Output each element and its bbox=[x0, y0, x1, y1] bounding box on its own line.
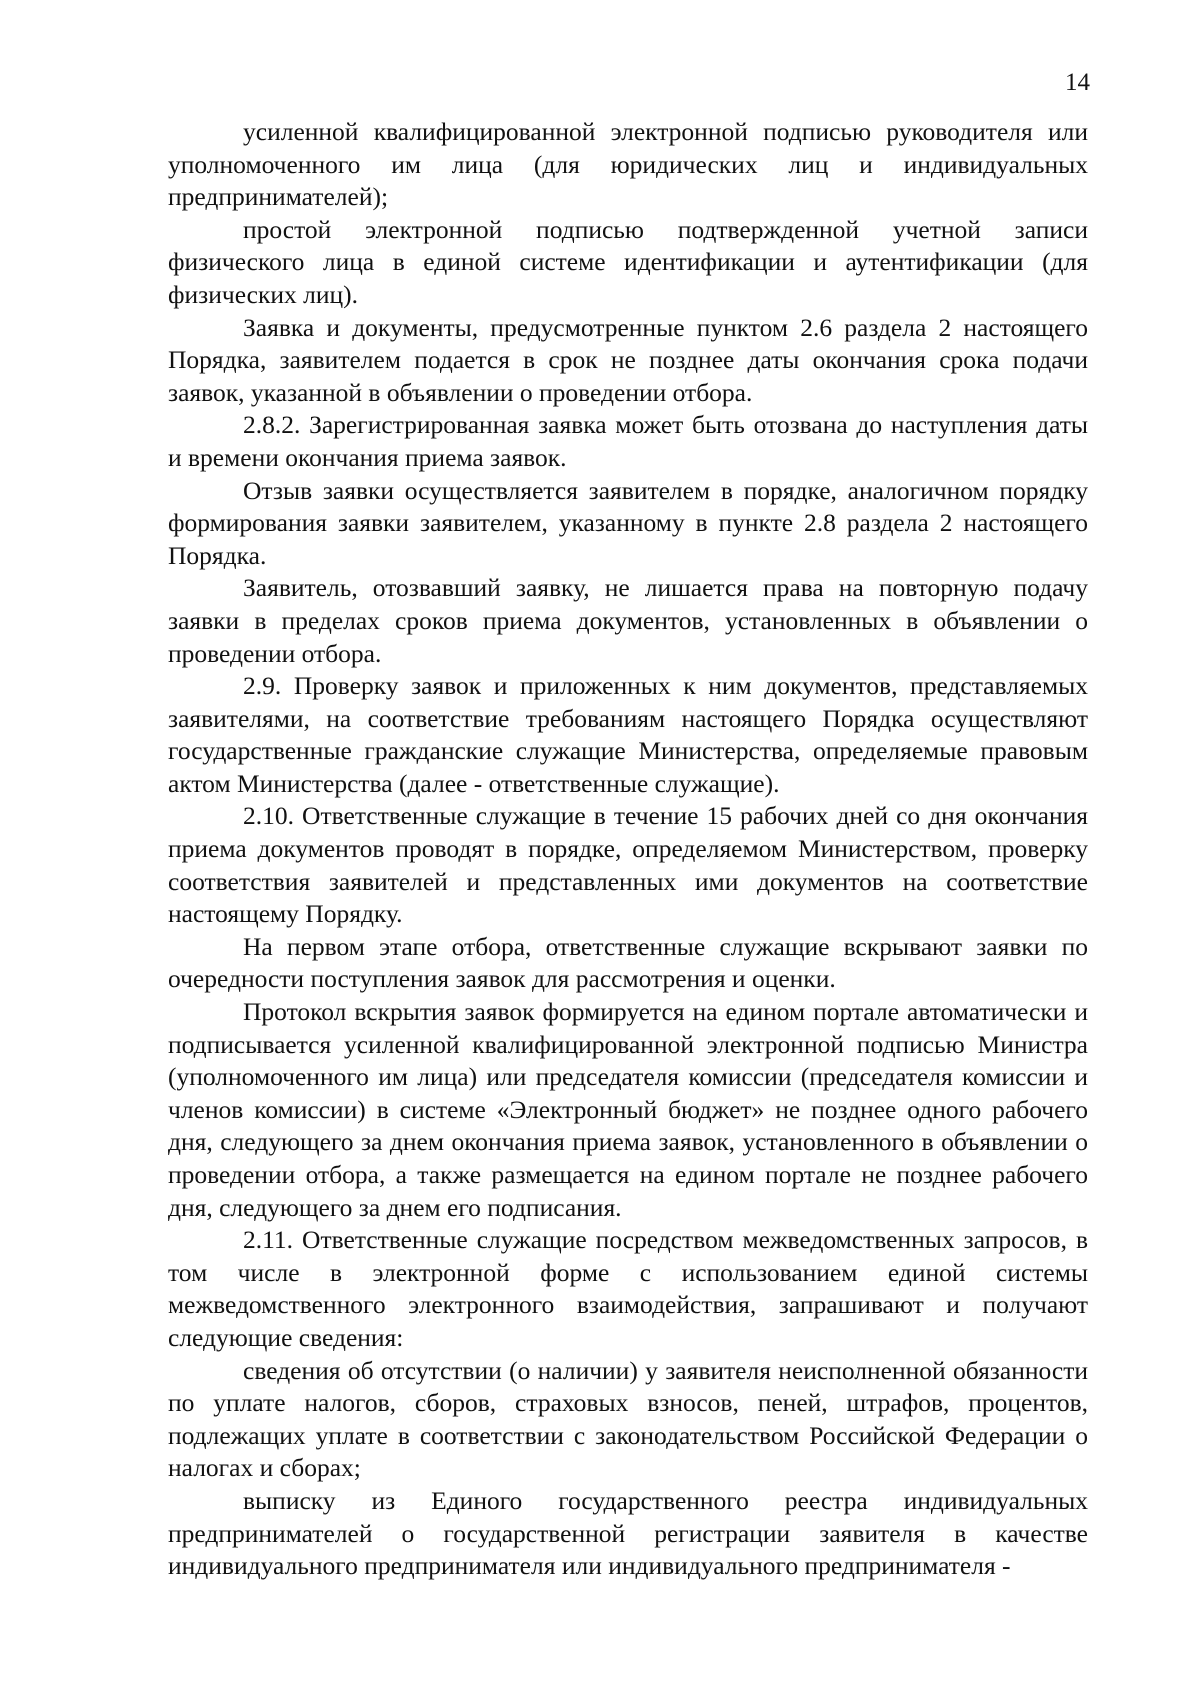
paragraph: Заявка и документы, предусмотренные пунктом 2.6 раздела 2 настоящего Порядка, заявителем подается в срок не позднее даты окончания срока подачи заявок, указанной в объявлении о проведении отбора. bbox=[168, 312, 1088, 407]
paragraph: На первом этапе отбора, ответственные служащие вскрывают заявки по очередности поступления заявок для рассмотрения и оценки. bbox=[168, 931, 1088, 994]
paragraph: 2.9. Проверку заявок и приложенных к ним документов, представляемых заявителями, на соответствие требованиям настоящего Порядка осуществляют государственные гражданские служащие Министерства, определяемые правовым актом Министерства (далее - ответственные служащие). bbox=[168, 671, 1088, 798]
paragraph: усиленной квалифицированной электронной подписью руководителя или уполномоченного им лица (для юридических лиц и индивидуальных предпринимателей); bbox=[168, 117, 1088, 212]
document-body bbox=[168, 116, 1088, 1583]
paragraph: Заявитель, отозвавший заявку, не лишается права на повторную подачу заявки в пределах сроков приема документов, установленных в объявлении о проведении отбора. bbox=[168, 573, 1088, 668]
paragraph: Протокол вскрытия заявок формируется на едином портале автоматически и подписывается усиленной квалифицированной электронной подписью Министра (уполномоченного им лица) или председателя комиссии (председателя комиссии и членов комиссии) в системе «Электронный бюджет» не позднее одного рабочего дня, следующего за днем окончания приема заявок, установленного в объявлении о проведении отбора, а также размещается на едином портале не позднее рабочего дня, следующего за днем его подписания. bbox=[168, 997, 1088, 1222]
paragraph: 2.10. Ответственные служащие в течение 15 рабочих дней со дня окончания приема документов проводят в порядке, определяемом Министерством, проверку соответствия заявителей и представленных ими документов на соответствие настоящему Порядку. bbox=[168, 801, 1088, 929]
paragraph: Отзыв заявки осуществляется заявителем в порядке, аналогичном порядку формирования заявки заявителем, указанному в пункте 2.8 раздела 2 настоящего Порядка. bbox=[168, 475, 1088, 570]
paragraph: выписку из Единого государственного реестра индивидуальных предпринимателей о государственной регистрации заявителя в качестве индивидуального предпринимателя или индивидуального предпринимателя - bbox=[168, 1485, 1088, 1581]
paragraph: сведения об отсутствии (о наличии) у заявителя неисполненной обязанности по уплате налогов, сборов, страховых взносов, пеней, штрафов, процентов, подлежащих уплате в соответствии с законодательством Российской Федерации о налогах и сборах; bbox=[168, 1355, 1088, 1483]
paragraph: 2.11. Ответственные служащие посредством межведомственных запросов, в том числе в электронной форме с использованием единой системы межведомственного электронного взаимодействия, запрашивают и получают следующие сведения: bbox=[168, 1225, 1088, 1352]
paragraph: простой электронной подписью подтвержденной учетной записи физического лица в единой системе идентификации и аутентификации (для физических лиц). bbox=[168, 214, 1088, 309]
paragraph: 2.8.2. Зарегистрированная заявка может быть отозвана до наступления даты и времени окончания приема заявок. bbox=[168, 410, 1088, 472]
page-number: 14 bbox=[1065, 69, 1090, 96]
